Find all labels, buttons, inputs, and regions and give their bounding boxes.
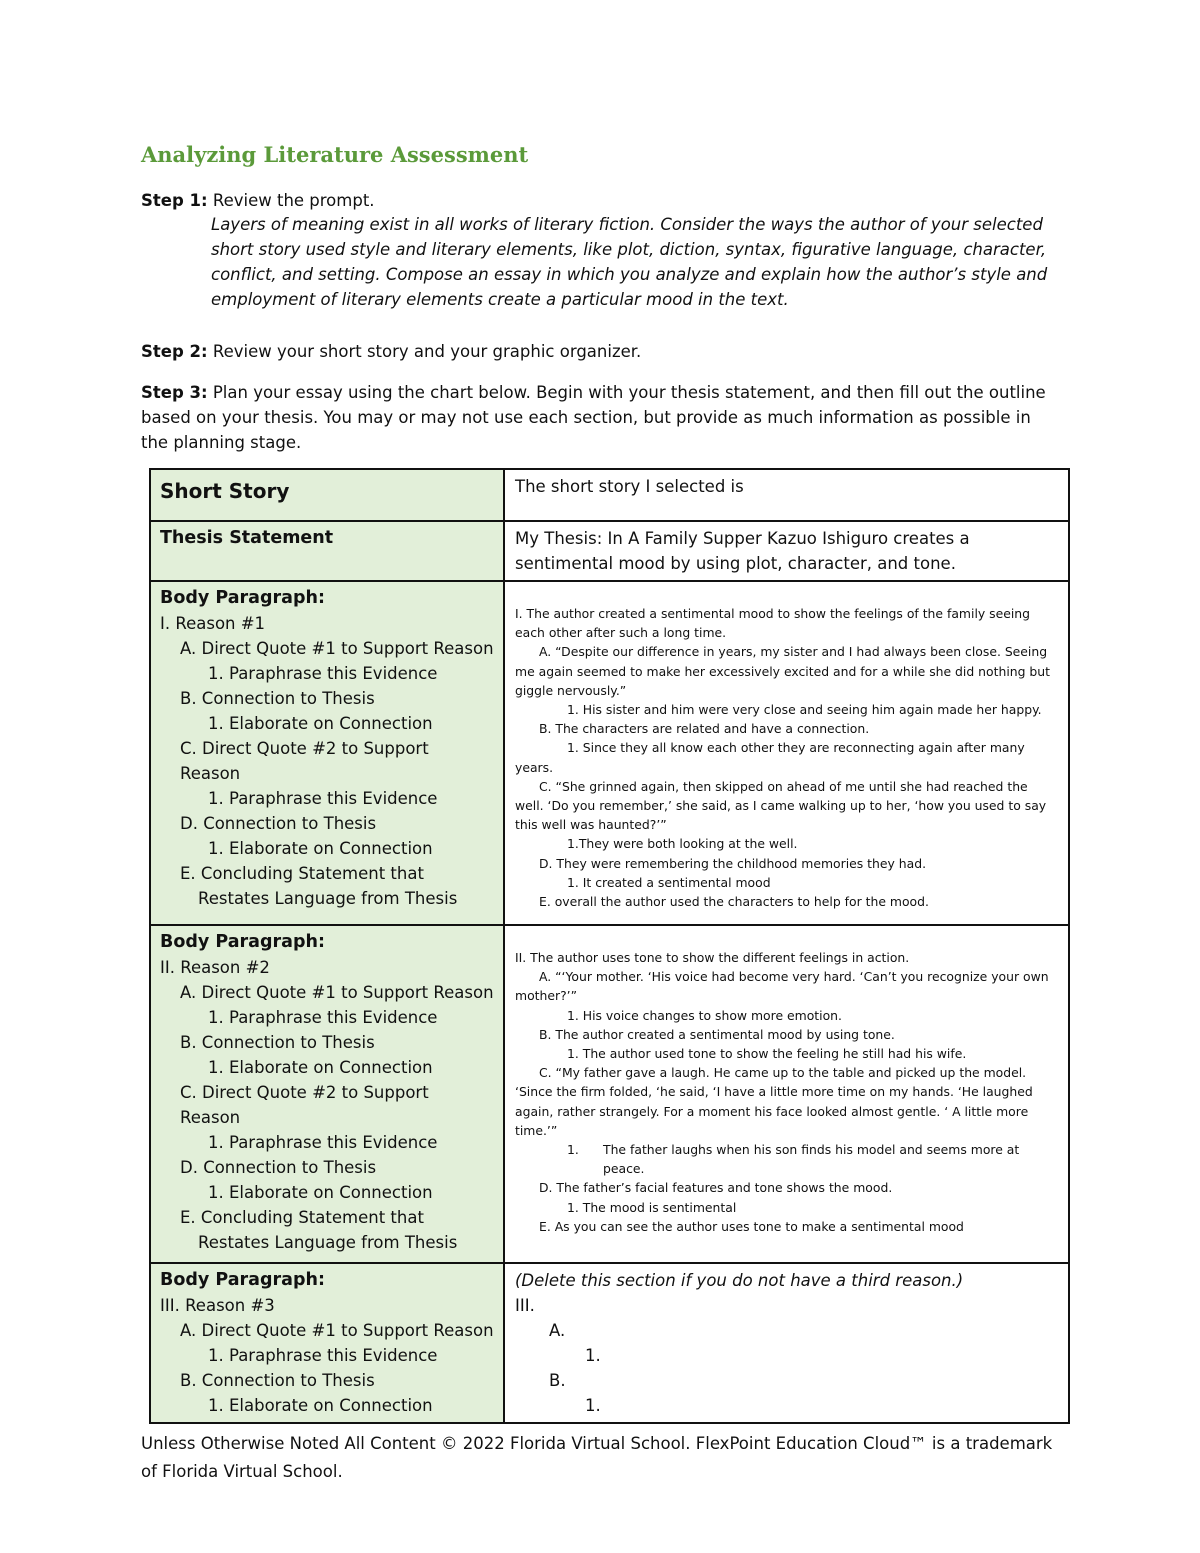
body-paragraph-2-row <box>150 925 1069 1263</box>
body-paragraph-1-row <box>150 581 1069 925</box>
body-1-answer-cell[interactable] <box>504 581 1069 925</box>
body-1-outline-c: C. Direct Quote #2 to Support Reason <box>180 739 429 783</box>
body-2-outline-a1: 1. Paraphrase this Evidence <box>208 1008 438 1027</box>
body-1-outline-c1: 1. Paraphrase this Evidence <box>208 789 438 808</box>
body-3-heading: Body Paragraph: <box>160 1270 325 1290</box>
step-1-label: Step 1: <box>141 191 208 210</box>
body-1-answer-c1: 1.They were both looking at the well. <box>567 836 798 852</box>
body-3-outline-a1: 1. Paraphrase this Evidence <box>208 1346 438 1365</box>
short-story-answer[interactable]: The short story I selected is <box>515 477 744 496</box>
thesis-answer[interactable]: My Thesis: In A Family Supper Kazuo Ishiguro creates a sentimental mood by using plot, character, and tone. <box>515 529 970 573</box>
body-2-outline-d1: 1. Elaborate on Connection <box>208 1183 433 1202</box>
body-2-answer-c1-number: 1. <box>567 1142 579 1158</box>
thesis-label-cell <box>150 521 504 581</box>
body-1-outline-d: D. Connection to Thesis <box>180 814 377 833</box>
short-story-label-cell <box>150 469 504 521</box>
essay-prompt: Layers of meaning exist in all works of literary fiction. Consider the ways the author of your selected short story used style and literary elements, like plot, diction, syntax, figurative language, character, conflict, and setting. Compose an essay in which you analyze and explain how the author’s style and employment of literary elements create a particular mood in the text. <box>211 215 1048 309</box>
page-title: Analyzing Literature Assessment <box>141 142 529 167</box>
step-2-label: Step 2: <box>141 342 208 361</box>
body-1-answer-b1: 1. Since they all know each other they are reconnecting again after many years. <box>515 740 1025 775</box>
body-2-outline-c1: 1. Paraphrase this Evidence <box>208 1133 438 1152</box>
body-2-answer-b: B. The author created a sentimental mood by using tone. <box>539 1026 895 1042</box>
body-2-reason: II. Reason #2 <box>160 958 270 977</box>
body-2-answer-d: D. The father’s facial features and tone shows the mood. <box>539 1180 893 1196</box>
body-2-outline-b1: 1. Elaborate on Connection <box>208 1058 433 1077</box>
body-2-outline-e: E. Concluding Statement that <box>180 1208 424 1227</box>
body-1-answer-b: B. The characters are related and have a connection. <box>539 721 870 737</box>
short-story-row <box>150 469 1069 521</box>
body-1-outline-b1: 1. Elaborate on Connection <box>208 714 433 733</box>
body-3-label-cell <box>150 1263 504 1423</box>
body-3-reason: III. Reason #3 <box>160 1296 275 1315</box>
body-3-answer[interactable] <box>505 1264 1068 1422</box>
body-2-answer[interactable] <box>505 926 1068 1240</box>
step-2 <box>141 339 1061 364</box>
body-1-reason: I. Reason #1 <box>160 614 266 633</box>
body-paragraph-3-row <box>150 1263 1069 1423</box>
body-2-outline-d: D. Connection to Thesis <box>180 1158 377 1177</box>
body-3-outline-a: A. Direct Quote #1 to Support Reason <box>180 1321 494 1340</box>
body-2-answer-a1: 1. His voice changes to show more emotion. <box>567 1007 842 1023</box>
body-2-heading: Body Paragraph: <box>160 932 325 952</box>
body-2-answer-a: A. “‘Your mother. ‘His voice had become very hard. ‘Can’t you recognize your own mother?’” <box>515 969 1049 1004</box>
essay-outline-table <box>149 468 1070 1424</box>
body-2-answer-c1: The father laughs when his son finds his model and seems more at peace. <box>603 1142 1020 1177</box>
body-1-heading: Body Paragraph: <box>160 588 325 608</box>
body-1-outline-b: B. Connection to Thesis <box>180 689 375 708</box>
body-2-answer-c1-item <box>515 1140 1058 1178</box>
thesis-answer-cell[interactable] <box>504 521 1069 581</box>
body-3-outline-b: B. Connection to Thesis <box>180 1371 375 1390</box>
body-2-answer-intro: II. The author uses tone to show the different feelings in action. <box>515 950 910 965</box>
short-story-answer-cell[interactable] <box>504 469 1069 521</box>
short-story-label: Short Story <box>160 479 290 503</box>
step-3-text: Plan your essay using the chart below. Begin with your thesis statement, and then fill out the outline based on your thesis. You may or may not use each section, but provide as much information as possible in the planning stage. <box>141 383 1046 452</box>
body-3-answer-roman: III. <box>515 1296 535 1315</box>
body-3-answer-a1: 1. <box>585 1346 601 1365</box>
body-2-answer-b1: 1. The author used tone to show the feeling he still had his wife. <box>567 1046 967 1062</box>
body-2-answer-d1: 1. The mood is sentimental <box>567 1199 737 1215</box>
copyright-footer: Unless Otherwise Noted All Content © 2022 Florida Virtual School. FlexPoint Education Cloud™ is a trademark of Florida Virtual School. <box>141 1434 1053 1481</box>
body-1-outline-a: A. Direct Quote #1 to Support Reason <box>180 639 494 658</box>
body-2-outline-a: A. Direct Quote #1 to Support Reason <box>180 983 494 1002</box>
body-3-answer-b: B. <box>549 1371 566 1390</box>
body-2-answer-e: E. As you can see the author uses tone to make a sentimental mood <box>539 1218 964 1234</box>
body-1-answer-e: E. overall the author used the characters to help for the mood. <box>539 894 929 910</box>
body-2-outline-c: C. Direct Quote #2 to Support Reason <box>180 1083 429 1127</box>
body-3-answer-note: (Delete this section if you do not have a third reason.) <box>515 1271 964 1290</box>
body-1-outline-e: E. Concluding Statement that <box>180 864 424 883</box>
step-2-text: Review your short story and your graphic organizer. <box>207 342 642 361</box>
body-3-outline-b1: 1. Elaborate on Connection <box>208 1396 433 1415</box>
body-1-answer-d: D. They were remembering the childhood memories they had. <box>539 855 927 871</box>
step-1 <box>141 188 1061 213</box>
body-2-outline-e2: Restates Language from Thesis <box>198 1233 458 1252</box>
body-1-outline-e2: Restates Language from Thesis <box>198 889 458 908</box>
body-1-answer-c: C. “She grinned again, then skipped on ahead of me until she had reached the well. ‘Do you remember,’ she said, as I came walking up to her, ‘how you used to say this well was haunted?’” <box>515 778 1047 833</box>
step-1-text: Review the prompt. <box>207 191 375 210</box>
body-1-answer-a1: 1. His sister and him were very close and seeing him again made her happy. <box>567 702 1042 718</box>
body-1-outline-a1: 1. Paraphrase this Evidence <box>208 664 438 683</box>
step-3-label: Step 3: <box>141 383 208 402</box>
body-1-answer-intro: I. The author created a sentimental mood to show the feelings of the family seeing each other after such a long time. <box>515 606 1031 641</box>
body-3-answer-cell[interactable] <box>504 1263 1069 1423</box>
body-1-outline-d1: 1. Elaborate on Connection <box>208 839 433 858</box>
body-3-answer-b1: 1. <box>585 1396 601 1415</box>
body-1-answer[interactable] <box>505 582 1068 915</box>
step-3 <box>141 380 1061 455</box>
body-2-label-cell <box>150 925 504 1263</box>
thesis-row <box>150 521 1069 581</box>
body-1-answer-d1: 1. It created a sentimental mood <box>567 874 771 890</box>
body-1-label-cell <box>150 581 504 925</box>
body-2-answer-c: C. “My father gave a laugh. He came up to the table and picked up the model. ‘Since the firm folded, ‘he said, ‘I have a little more time on my hands. ‘He laughed again, rather strangely. For a moment his face looked almost gentle. ‘ A little more time.’” <box>515 1065 1033 1138</box>
body-2-outline-b: B. Connection to Thesis <box>180 1033 375 1052</box>
thesis-label: Thesis Statement <box>160 528 334 548</box>
body-1-answer-a: A. “Despite our difference in years, my sister and I had always been close. Seeing me again seemed to make her excessively excited and for a while she did nothing but giggle nervously.” <box>515 644 1050 698</box>
body-3-answer-a: A. <box>549 1321 566 1340</box>
body-2-answer-cell[interactable] <box>504 925 1069 1263</box>
